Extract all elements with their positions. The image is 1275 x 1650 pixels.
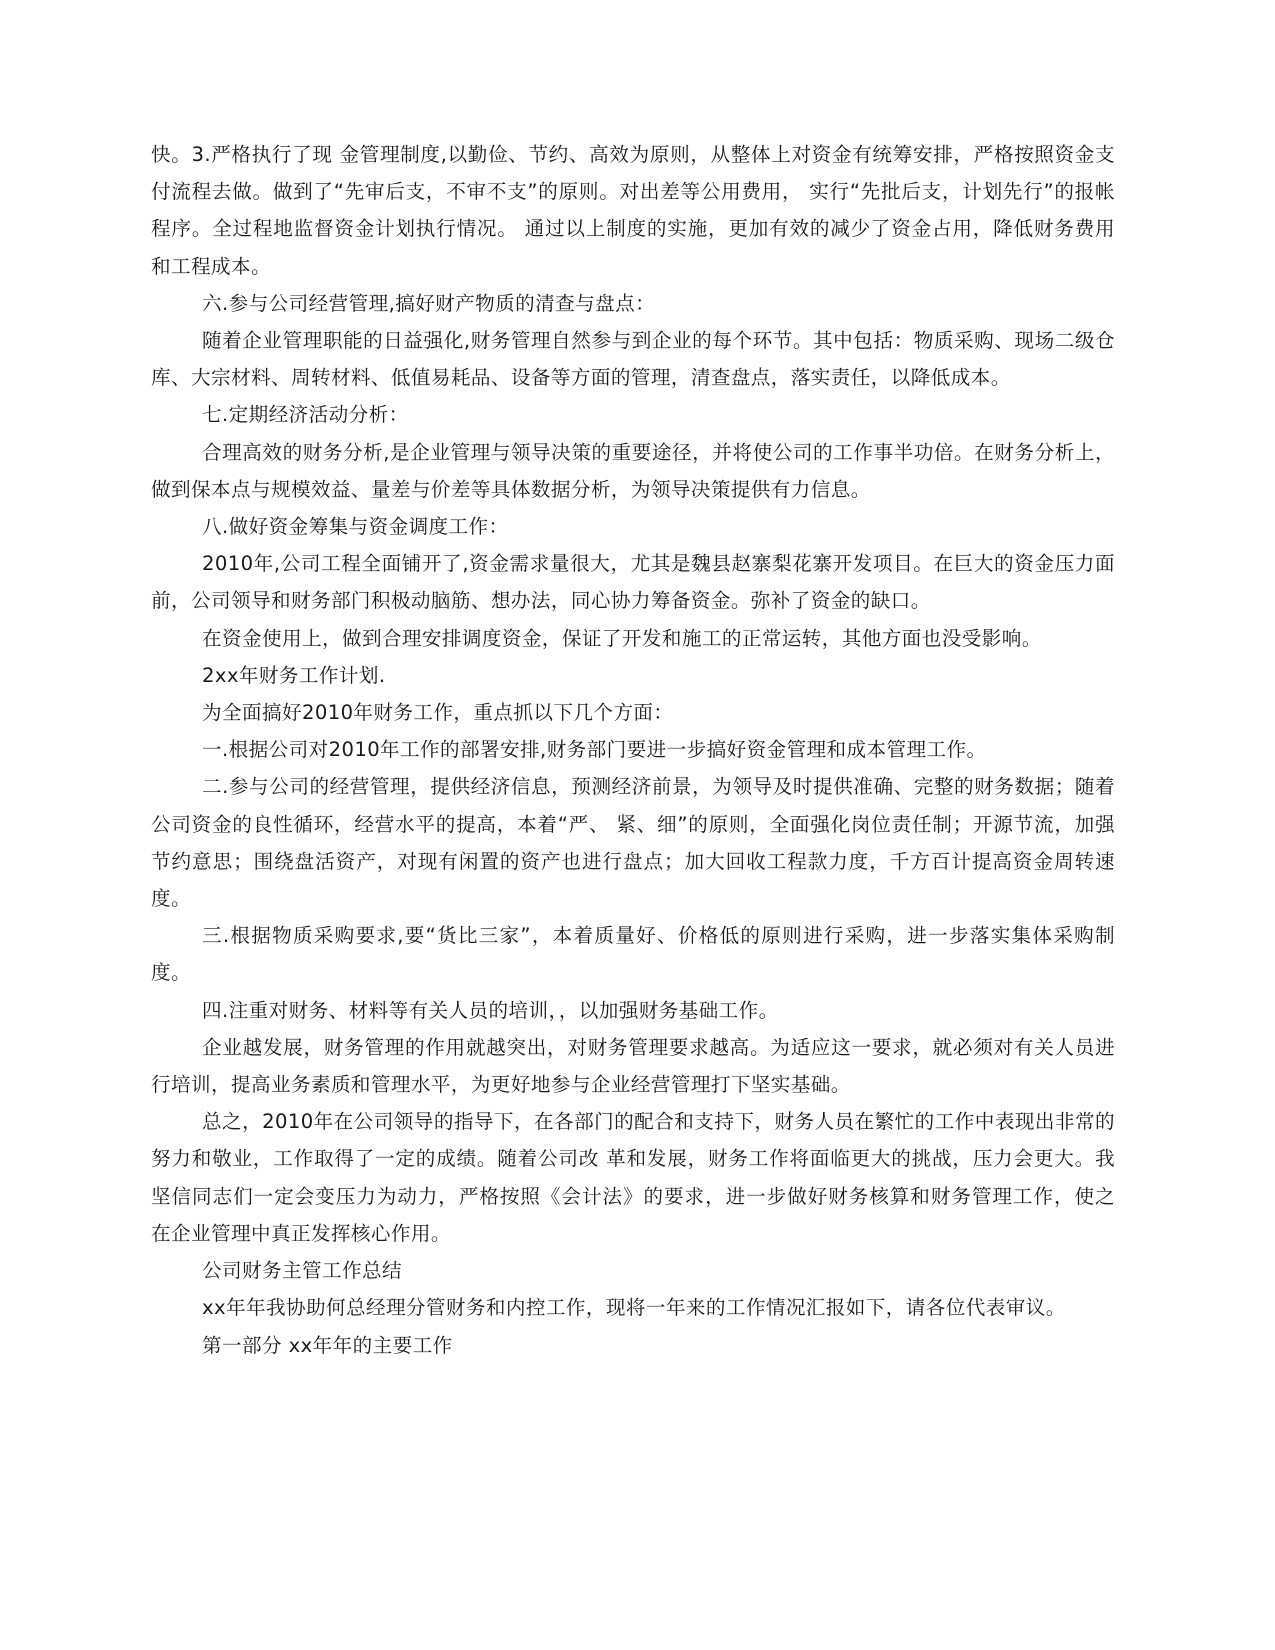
heading-section-7: 七.定期经济活动分析： [202, 403, 409, 427]
heading-part-one: 第一部分 xx年年的主要工作 [202, 1333, 453, 1357]
heading-section-8: 八.做好资金筹集与资金调度工作： [202, 515, 509, 539]
paragraph-training: 企业越发展，财务管理的作用就越突出，对财务管理要求越高。为适应这一要求，就必须对有关人员进行培训，提高业务素质和管理水平，为更好地参与企业经营管理打下坚实基础。 [151, 1035, 1115, 1097]
heading-work-plan: 2xx年财务工作计划. [202, 663, 386, 687]
paragraph-intro: 快。3.严格执行了现 金管理制度,以勤俭、节约、高效为原则，从整体上对资金有统筹安排，严格按照资金支付流程去做。做到了“先审后支，不审不支”的原则。对出差等公用费用， 实行“先批后支，计划先行”的报帐程序。全过程地监督资金计划执行情况。 通过以上制度的实施，更加有效的减少了资金占用，降低财务费用和工程成本。 [151, 143, 1115, 278]
plan-item-2: 二.参与公司的经营管理，提供经济信息，预测经济前景，为领导及时提供准确、完整的财务数据；随着公司资金的良性循环，经营水平的提高，本着“严、 紧、细”的原则，全面强化岗位责任制；开源节流，加强节约意思；围绕盘活资产，对现有闲置的资产也进行盘点；加大回收工程款力度，千方百计提高资金周转速 度。 [151, 775, 1115, 911]
paragraph-section-8-b: 在资金使用上，做到合理安排调度资金，保证了开发和施工的正常运转，其他方面也没受影响。 [202, 626, 1042, 650]
plan-item-1: 一.根据公司对2010年工作的部署安排,财务部门要进一步搞好资金管理和成本管理工作。 [202, 738, 987, 762]
paragraph-conclusion: 总之，2010年在公司领导的指导下，在各部门的配合和支持下，财务人员在繁忙的工作中表现出非常的努力和敬业，工作取得了一定的成绩。随着公司改 革和发展，财务工作将面临更大的挑战，压力会更大。我坚信同志们一定会变压力为动力，严格按照《会计法》的要求，进一步做好财务核算和财务管理工作，使之 在企业管理中真正发挥核心作用。 [151, 1110, 1115, 1245]
paragraph-summary-intro: xx年年我协助何总经理分管财务和内控工作，现将一年来的工作情况汇报如下，请各位代表审议。 [202, 1296, 1066, 1320]
plan-item-4: 四.注重对财务、材料等有关人员的培训，，以加强财务基础工作。 [202, 998, 779, 1022]
heading-summary-title: 公司财务主管工作总结 [202, 1259, 402, 1283]
paragraph-section-7: 合理高效的财务分析,是企业管理与领导决策的重要途径，并将使公司的工作事半功倍。在财务分析上，做到保本点与规模效益、量差与价差等具体数据分析，为领导决策提供有力信息。 [151, 440, 1115, 501]
paragraph-section-6: 随着企业管理职能的日益强化,财务管理自然参与到企业的每个环节。其中包括：物质采购、现场二级仓库、大宗材料、周转材料、低值易耗品、设备等方面的管理，清查盘点，落实责任，以降低成本。 [151, 329, 1115, 390]
paragraph-plan-intro: 为全面搞好2010年财务工作，重点抓以下几个方面： [202, 701, 674, 725]
heading-section-6: 六.参与公司经营管理,搞好财产物质的清查与盘点： [202, 291, 656, 315]
plan-item-3: 三.根据物质采购要求,要“货比三家”，本着质量好、价格低的原则进行采购，进一步落实集体采购制度。 [151, 924, 1115, 985]
paragraph-section-8-a: 2010年,公司工程全面铺开了,资金需求量很大，尤其是魏县赵寨梨花寨开发项目。在巨大的资金压力面前，公司领导和财务部门积极动脑筋、想办法，同心协力筹备资金。弥补了资金的缺口。 [151, 552, 1115, 613]
